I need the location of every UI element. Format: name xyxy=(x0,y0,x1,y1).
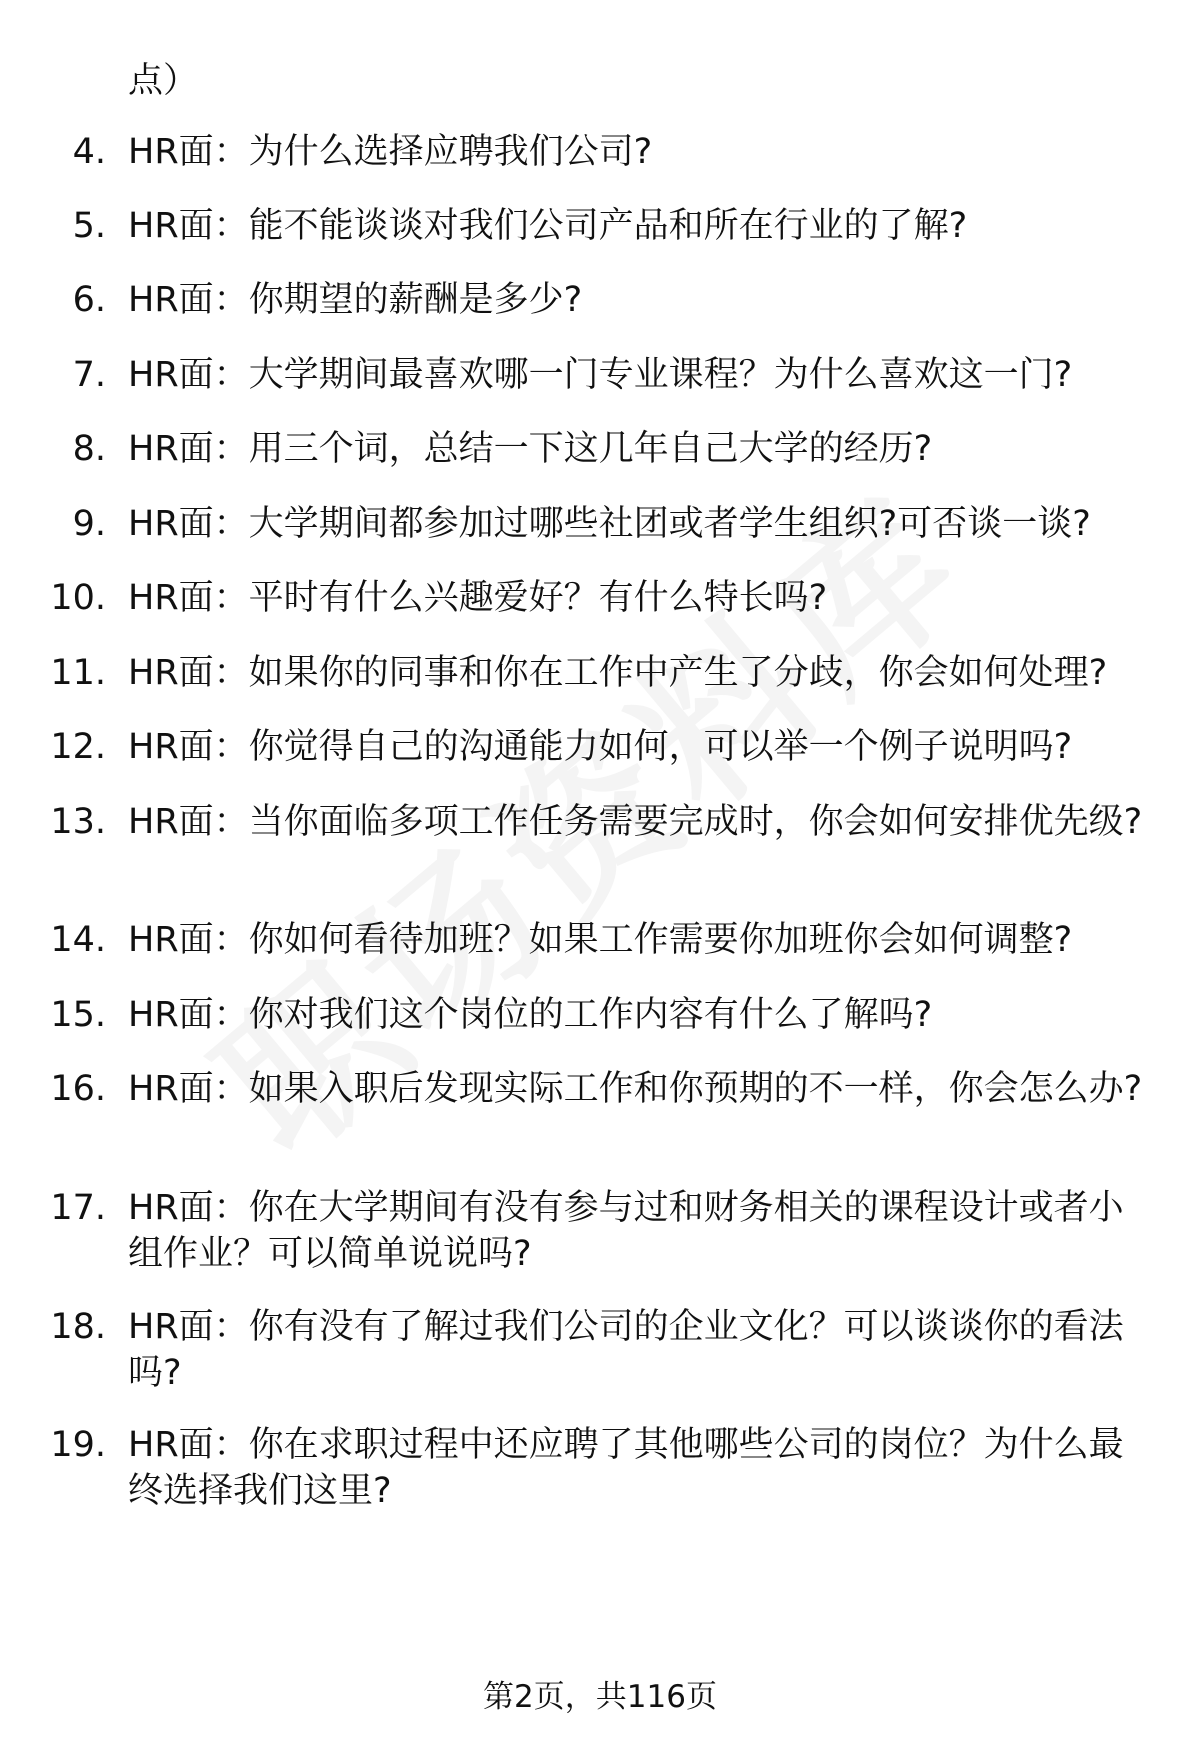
question-number: 6. xyxy=(72,280,106,320)
continuation-text: 点） xyxy=(128,61,199,101)
question-number: 19. xyxy=(50,1425,106,1465)
question-text: HR面：你在求职过程中还应聘了其他哪些公司的岗位？为什么最终选择我们这里? xyxy=(128,1425,1124,1511)
question-text: HR面：能不能谈谈对我们公司产品和所在行业的了解? xyxy=(128,206,968,246)
question-number: 9. xyxy=(72,504,106,544)
question-number: 16. xyxy=(50,1069,106,1109)
question-text: HR面：为什么选择应聘我们公司? xyxy=(128,132,653,172)
question-text: HR面：你在大学期间有没有参与过和财务相关的课程设计或者小组作业？可以简单说说吗? xyxy=(128,1188,1124,1274)
question-number: 7. xyxy=(72,355,106,395)
question-number: 13. xyxy=(50,802,106,842)
page-footer: 第2页，共116页 xyxy=(483,1679,717,1715)
question-text: HR面：如果入职后发现实际工作和你预期的不一样，你会怎么办? xyxy=(128,1069,1143,1109)
question-text: HR面：你如何看待加班？如果工作需要你加班你会如何调整? xyxy=(128,920,1073,960)
question-text: HR面：当你面临多项工作任务需要完成时，你会如何安排优先级? xyxy=(128,802,1143,842)
question-number: 15. xyxy=(50,995,106,1035)
question-number: 11. xyxy=(50,653,106,693)
question-text: HR面：平时有什么兴趣爱好？有什么特长吗? xyxy=(128,578,828,618)
question-text: HR面：大学期间都参加过哪些社团或者学生组织?可否谈一谈? xyxy=(128,504,1091,544)
question-text: HR面：如果你的同事和你在工作中产生了分歧，你会如何处理? xyxy=(128,653,1108,693)
question-number: 18. xyxy=(50,1307,106,1347)
question-number: 4. xyxy=(72,132,106,172)
question-number: 10. xyxy=(50,578,106,618)
question-number: 12. xyxy=(50,727,106,767)
question-text: HR面：你期望的薪酬是多少? xyxy=(128,280,583,320)
question-text: HR面：你觉得自己的沟通能力如何，可以举一个例子说明吗? xyxy=(128,727,1073,767)
question-number: 5. xyxy=(72,206,106,246)
question-text: HR面：你对我们这个岗位的工作内容有什么了解吗? xyxy=(128,995,933,1035)
question-text: HR面：你有没有了解过我们公司的企业文化？可以谈谈你的看法吗? xyxy=(128,1307,1124,1393)
question-number: 14. xyxy=(50,920,106,960)
question-text: HR面：大学期间最喜欢哪一门专业课程？为什么喜欢这一门? xyxy=(128,355,1073,395)
question-number: 8. xyxy=(72,429,106,469)
question-number: 17. xyxy=(50,1188,106,1228)
question-text: HR面：用三个词，总结一下这几年自己大学的经历? xyxy=(128,429,933,469)
